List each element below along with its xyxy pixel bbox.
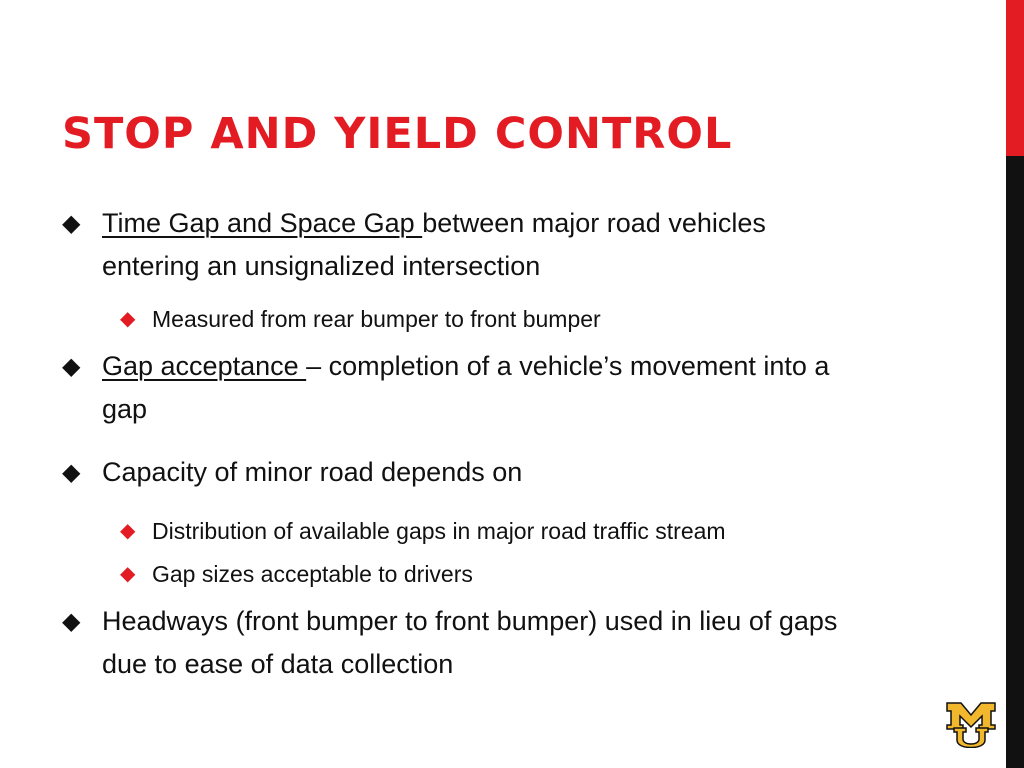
sub-bullet-text: Measured from rear bumper to front bumper	[152, 306, 601, 332]
side-bar-red	[1006, 0, 1024, 156]
bullet-item	[62, 451, 862, 494]
diamond-bullet-icon: ◆	[62, 353, 81, 380]
diamond-sub-bullet-icon: ◆	[120, 308, 136, 330]
bullet-item	[62, 202, 862, 288]
bullet-text: Capacity of minor road depends on	[102, 457, 523, 487]
bullet-text: Headways (front bumper to front bumper) used in lieu of gaps due to ease of data collection	[102, 606, 838, 679]
diamond-bullet-icon: ◆	[62, 459, 81, 486]
bullet-underlined-term: Time Gap and Space Gap	[102, 208, 423, 238]
bullet-text: – completion of a vehicle’s movement into a gap	[102, 351, 830, 424]
sub-bullet-text: Distribution of available gaps in major road traffic stream	[152, 518, 726, 544]
diamond-bullet-icon: ◆	[62, 210, 81, 237]
diamond-sub-bullet-icon: ◆	[120, 563, 136, 585]
bullet-item	[62, 600, 862, 686]
sub-bullet-item	[62, 302, 862, 337]
bullet-item	[62, 345, 862, 431]
bullet-list	[62, 202, 862, 686]
sub-bullet-item	[62, 514, 862, 549]
bullet-text: between major road vehicles entering an unsignalized intersection	[102, 208, 766, 281]
sub-bullet-item	[62, 557, 862, 592]
side-bar-black	[1006, 156, 1024, 768]
sub-bullet-text: Gap sizes acceptable to drivers	[152, 561, 473, 587]
slide-title: STOP AND YIELD CONTROL	[62, 109, 733, 159]
diamond-sub-bullet-icon: ◆	[120, 520, 136, 542]
diamond-bullet-icon: ◆	[62, 608, 81, 635]
bullet-underlined-term: Gap acceptance	[102, 351, 307, 381]
mizzou-logo-icon	[946, 702, 996, 748]
